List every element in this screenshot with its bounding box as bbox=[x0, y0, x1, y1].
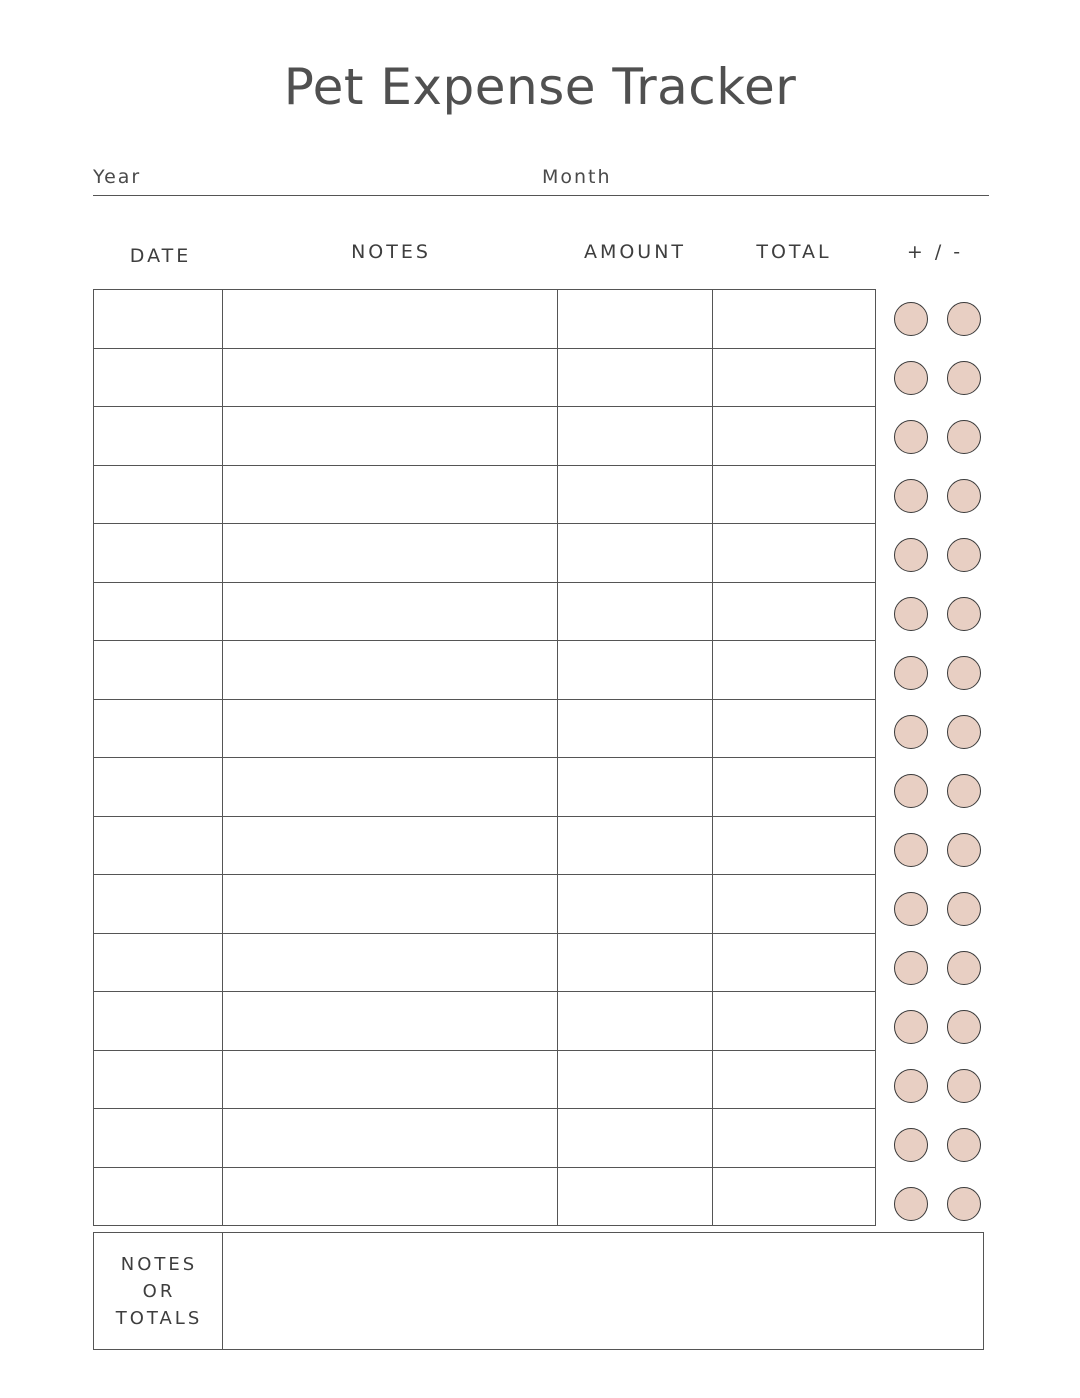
date-cell[interactable] bbox=[94, 699, 223, 758]
minus-circle[interactable] bbox=[947, 951, 981, 985]
plus-circle[interactable] bbox=[894, 1187, 928, 1221]
amount-cell[interactable] bbox=[558, 348, 713, 407]
notes-label-line: TOTALS bbox=[115, 1308, 203, 1329]
minus-circle[interactable] bbox=[947, 1128, 981, 1162]
plus-circle[interactable] bbox=[894, 361, 928, 395]
minus-circle[interactable] bbox=[947, 479, 981, 513]
date-cell[interactable] bbox=[94, 992, 223, 1051]
page-title: Pet Expense Tracker bbox=[283, 58, 797, 116]
notes-or-totals-label bbox=[94, 1251, 224, 1332]
column-header-total: TOTAL bbox=[756, 241, 832, 263]
table-row bbox=[94, 933, 876, 992]
table-row bbox=[94, 348, 876, 407]
date-cell[interactable] bbox=[94, 290, 223, 349]
notes-cell[interactable] bbox=[223, 699, 558, 758]
total-cell[interactable] bbox=[713, 290, 876, 349]
minus-circle[interactable] bbox=[947, 302, 981, 336]
plus-circle[interactable] bbox=[894, 892, 928, 926]
notes-cell[interactable] bbox=[223, 407, 558, 466]
notes-label-line: NOTES bbox=[120, 1254, 198, 1275]
amount-cell[interactable] bbox=[558, 465, 713, 524]
plus-circle[interactable] bbox=[894, 656, 928, 690]
notes-cell[interactable] bbox=[223, 348, 558, 407]
notes-cell[interactable] bbox=[223, 641, 558, 700]
notes-divider bbox=[222, 1233, 223, 1349]
notes-label-line: OR bbox=[142, 1281, 176, 1302]
notes-cell[interactable] bbox=[223, 1050, 558, 1109]
notes-cell[interactable] bbox=[223, 582, 558, 641]
minus-circle[interactable] bbox=[947, 892, 981, 926]
notes-cell[interactable] bbox=[223, 933, 558, 992]
table-row bbox=[94, 582, 876, 641]
month-label: Month bbox=[542, 166, 612, 188]
notes-cell[interactable] bbox=[223, 465, 558, 524]
plus-circle[interactable] bbox=[894, 302, 928, 336]
total-cell[interactable] bbox=[713, 1109, 876, 1168]
amount-cell[interactable] bbox=[558, 524, 713, 583]
date-cell[interactable] bbox=[94, 582, 223, 641]
plus-circle[interactable] bbox=[894, 1128, 928, 1162]
amount-cell[interactable] bbox=[558, 875, 713, 934]
column-header-plus-minus: + / - bbox=[906, 241, 964, 263]
table-row bbox=[94, 641, 876, 700]
table-row bbox=[94, 875, 876, 934]
date-cell[interactable] bbox=[94, 465, 223, 524]
amount-cell[interactable] bbox=[558, 933, 713, 992]
date-cell[interactable] bbox=[94, 641, 223, 700]
table-row bbox=[94, 992, 876, 1051]
table-row bbox=[94, 1050, 876, 1109]
minus-circle[interactable] bbox=[947, 597, 981, 631]
date-cell[interactable] bbox=[94, 758, 223, 817]
amount-cell[interactable] bbox=[558, 641, 713, 700]
minus-circle[interactable] bbox=[947, 538, 981, 572]
date-cell[interactable] bbox=[94, 524, 223, 583]
table-row bbox=[94, 758, 876, 817]
plus-circle[interactable] bbox=[894, 1010, 928, 1044]
date-cell[interactable] bbox=[94, 875, 223, 934]
minus-circle[interactable] bbox=[947, 656, 981, 690]
table-row bbox=[94, 1167, 876, 1226]
year-month-line[interactable] bbox=[93, 195, 989, 196]
minus-circle[interactable] bbox=[947, 1187, 981, 1221]
table-row bbox=[94, 524, 876, 583]
table-row bbox=[94, 465, 876, 524]
total-cell[interactable] bbox=[713, 407, 876, 466]
date-cell[interactable] bbox=[94, 933, 223, 992]
amount-cell[interactable] bbox=[558, 1050, 713, 1109]
table-row bbox=[94, 407, 876, 466]
total-cell[interactable] bbox=[713, 348, 876, 407]
minus-circle[interactable] bbox=[947, 361, 981, 395]
notes-cell[interactable] bbox=[223, 758, 558, 817]
date-cell[interactable] bbox=[94, 1109, 223, 1168]
minus-circle[interactable] bbox=[947, 774, 981, 808]
amount-cell[interactable] bbox=[558, 992, 713, 1051]
total-cell[interactable] bbox=[713, 933, 876, 992]
column-header-date: DATE bbox=[129, 245, 192, 267]
amount-cell[interactable] bbox=[558, 582, 713, 641]
plus-circle[interactable] bbox=[894, 951, 928, 985]
notes-cell[interactable] bbox=[223, 816, 558, 875]
amount-cell[interactable] bbox=[558, 758, 713, 817]
notes-cell[interactable] bbox=[223, 1109, 558, 1168]
total-cell[interactable] bbox=[713, 992, 876, 1051]
column-header-amount: AMOUNT bbox=[583, 241, 687, 263]
notes-cell[interactable] bbox=[223, 1167, 558, 1226]
amount-cell[interactable] bbox=[558, 1109, 713, 1168]
table-row bbox=[94, 816, 876, 875]
minus-circle[interactable] bbox=[947, 833, 981, 867]
notes-cell[interactable] bbox=[223, 524, 558, 583]
notes-cell[interactable] bbox=[223, 290, 558, 349]
total-cell[interactable] bbox=[713, 875, 876, 934]
plus-circle[interactable] bbox=[894, 420, 928, 454]
year-label: Year bbox=[93, 166, 142, 188]
plus-circle[interactable] bbox=[894, 538, 928, 572]
table-row bbox=[94, 290, 876, 349]
date-cell[interactable] bbox=[94, 1167, 223, 1226]
amount-cell[interactable] bbox=[558, 699, 713, 758]
total-cell[interactable] bbox=[713, 1050, 876, 1109]
column-header-notes: NOTES bbox=[351, 241, 431, 263]
expense-table bbox=[93, 289, 876, 1226]
minus-circle[interactable] bbox=[947, 420, 981, 454]
notes-or-totals-box[interactable] bbox=[93, 1232, 984, 1350]
amount-cell[interactable] bbox=[558, 816, 713, 875]
minus-circle[interactable] bbox=[947, 1069, 981, 1103]
notes-cell[interactable] bbox=[223, 875, 558, 934]
total-cell[interactable] bbox=[713, 758, 876, 817]
date-cell[interactable] bbox=[94, 407, 223, 466]
total-cell[interactable] bbox=[713, 1167, 876, 1226]
plus-circle[interactable] bbox=[894, 1069, 928, 1103]
table-row bbox=[94, 1109, 876, 1168]
plus-circle[interactable] bbox=[894, 597, 928, 631]
plus-circle[interactable] bbox=[894, 479, 928, 513]
date-cell[interactable] bbox=[94, 1050, 223, 1109]
total-cell[interactable] bbox=[713, 699, 876, 758]
total-cell[interactable] bbox=[713, 816, 876, 875]
date-cell[interactable] bbox=[94, 348, 223, 407]
notes-cell[interactable] bbox=[223, 992, 558, 1051]
amount-cell[interactable] bbox=[558, 407, 713, 466]
plus-circle[interactable] bbox=[894, 715, 928, 749]
total-cell[interactable] bbox=[713, 465, 876, 524]
total-cell[interactable] bbox=[713, 524, 876, 583]
plus-circle[interactable] bbox=[894, 833, 928, 867]
total-cell[interactable] bbox=[713, 582, 876, 641]
table-row bbox=[94, 699, 876, 758]
amount-cell[interactable] bbox=[558, 290, 713, 349]
date-cell[interactable] bbox=[94, 816, 223, 875]
minus-circle[interactable] bbox=[947, 1010, 981, 1044]
plus-circle[interactable] bbox=[894, 774, 928, 808]
total-cell[interactable] bbox=[713, 641, 876, 700]
amount-cell[interactable] bbox=[558, 1167, 713, 1226]
minus-circle[interactable] bbox=[947, 715, 981, 749]
